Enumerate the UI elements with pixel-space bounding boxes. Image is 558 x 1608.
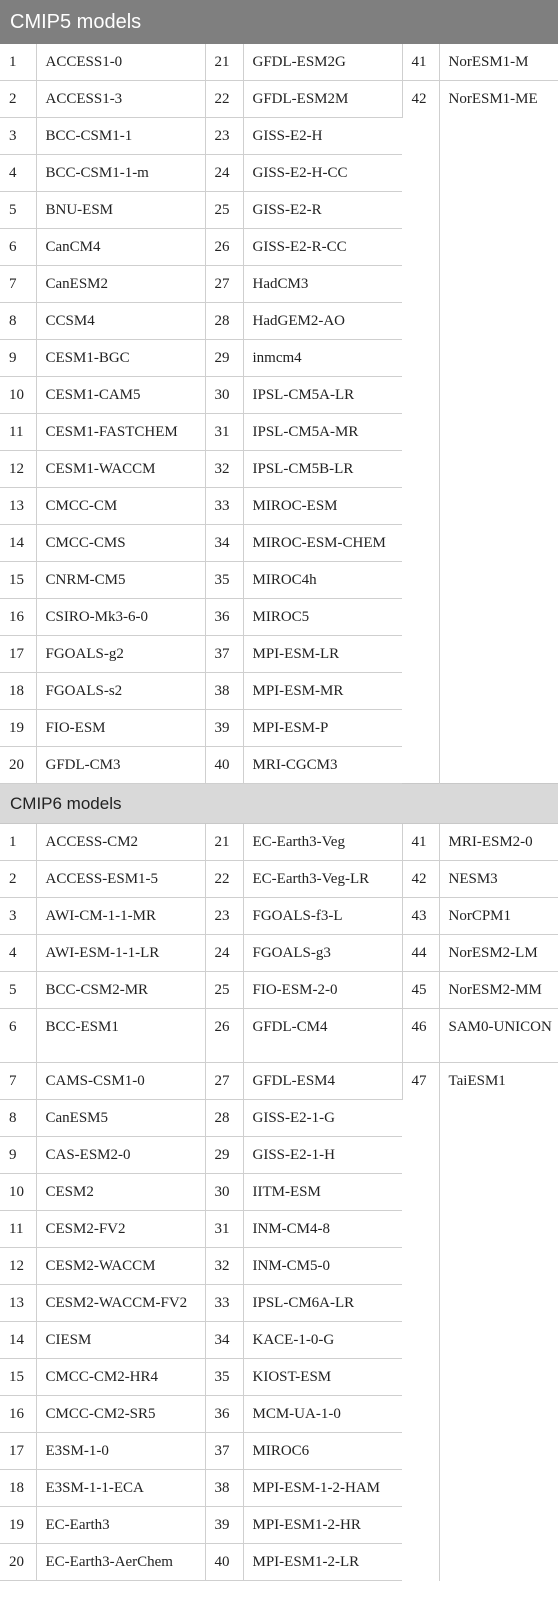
model-number: 40 bbox=[205, 747, 243, 784]
model-name: CESM1-BGC bbox=[36, 340, 205, 377]
model-number: 29 bbox=[205, 340, 243, 377]
model-name: CMCC-CMS bbox=[36, 525, 205, 562]
model-name: IPSL-CM6A-LR bbox=[243, 1285, 402, 1322]
model-name: FIO-ESM bbox=[36, 710, 205, 747]
model-number: 10 bbox=[0, 377, 36, 414]
model-name: GFDL-ESM2G bbox=[243, 44, 402, 81]
table-row bbox=[0, 861, 558, 898]
model-number: 14 bbox=[0, 1322, 36, 1359]
model-number: 7 bbox=[0, 266, 36, 303]
model-name: CESM1-WACCM bbox=[36, 451, 205, 488]
model-number: 22 bbox=[205, 81, 243, 118]
model-name: FGOALS-s2 bbox=[36, 673, 205, 710]
model-name: CESM2 bbox=[36, 1174, 205, 1211]
model-name: BCC-CSM2-MR bbox=[36, 972, 205, 1009]
model-name: CAS-ESM2-0 bbox=[36, 1137, 205, 1174]
model-number: 41 bbox=[402, 824, 439, 861]
model-number: 18 bbox=[0, 673, 36, 710]
model-number: 36 bbox=[205, 599, 243, 636]
model-name: FGOALS-g2 bbox=[36, 636, 205, 673]
model-name: CESM1-CAM5 bbox=[36, 377, 205, 414]
model-number: 20 bbox=[0, 747, 36, 784]
model-number: 41 bbox=[402, 44, 439, 81]
model-name: GISS-E2-H bbox=[243, 118, 402, 155]
model-number: 26 bbox=[205, 1009, 243, 1063]
model-number: 31 bbox=[205, 1211, 243, 1248]
model-number: 16 bbox=[0, 599, 36, 636]
model-number: 4 bbox=[0, 155, 36, 192]
model-number: 33 bbox=[205, 1285, 243, 1322]
model-name: GFDL-CM4 bbox=[243, 1009, 402, 1063]
model-number: 1 bbox=[0, 44, 36, 81]
model-name: CMCC-CM bbox=[36, 488, 205, 525]
model-name: MCM-UA-1-0 bbox=[243, 1396, 402, 1433]
model-name: NESM3 bbox=[439, 861, 558, 898]
model-number: 38 bbox=[205, 1470, 243, 1507]
cmip5-header-row bbox=[0, 0, 558, 44]
model-number: 38 bbox=[205, 673, 243, 710]
model-number: 1 bbox=[0, 824, 36, 861]
model-number: 34 bbox=[205, 525, 243, 562]
model-number: 21 bbox=[205, 44, 243, 81]
model-name: BCC-CSM1-1 bbox=[36, 118, 205, 155]
model-number: 15 bbox=[0, 1359, 36, 1396]
model-name: NorESM1-ME bbox=[448, 91, 538, 107]
model-name: CanESM2 bbox=[36, 266, 205, 303]
model-name: NorESM2-LM bbox=[439, 935, 558, 972]
model-number: 3 bbox=[0, 898, 36, 935]
model-number: 35 bbox=[205, 562, 243, 599]
model-name: GISS-E2-H-CC bbox=[243, 155, 402, 192]
model-number: 19 bbox=[0, 1507, 36, 1544]
model-number: 42 bbox=[402, 81, 439, 784]
model-number: 17 bbox=[0, 636, 36, 673]
model-name: GFDL-ESM4 bbox=[243, 1063, 402, 1100]
model-name: ACCESS1-0 bbox=[36, 44, 205, 81]
model-number: 22 bbox=[205, 861, 243, 898]
model-number: 35 bbox=[205, 1359, 243, 1396]
model-number: 43 bbox=[402, 898, 439, 935]
model-number: 12 bbox=[0, 1248, 36, 1285]
model-number: 30 bbox=[205, 1174, 243, 1211]
model-number: 9 bbox=[0, 340, 36, 377]
model-name: GISS-E2-R-CC bbox=[243, 229, 402, 266]
model-number: 12 bbox=[0, 451, 36, 488]
model-number: 44 bbox=[402, 935, 439, 972]
model-number: 47 bbox=[402, 1063, 439, 1581]
model-name: CESM2-WACCM bbox=[36, 1248, 205, 1285]
model-name: AWI-CM-1-1-MR bbox=[36, 898, 205, 935]
model-name: CCSM4 bbox=[36, 303, 205, 340]
model-number: 9 bbox=[0, 1137, 36, 1174]
model-name: GFDL-CM3 bbox=[36, 747, 205, 784]
model-number: 18 bbox=[0, 1470, 36, 1507]
model-name: EC-Earth3 bbox=[36, 1507, 205, 1544]
model-number: 5 bbox=[0, 192, 36, 229]
model-number: 33 bbox=[205, 488, 243, 525]
model-name: E3SM-1-1-ECA bbox=[36, 1470, 205, 1507]
model-name: MPI-ESM-1-2-HAM bbox=[243, 1470, 402, 1507]
model-name: BCC-ESM1 bbox=[36, 1009, 205, 1063]
model-name: CMCC-CM2-HR4 bbox=[36, 1359, 205, 1396]
model-name: GFDL-ESM2M bbox=[243, 81, 402, 118]
model-number: 6 bbox=[0, 1009, 36, 1063]
table-row bbox=[0, 81, 558, 118]
model-number: 28 bbox=[205, 1100, 243, 1137]
model-number: 20 bbox=[0, 1544, 36, 1581]
model-name: MPI-ESM1-2-LR bbox=[243, 1544, 402, 1581]
model-number: 3 bbox=[0, 118, 36, 155]
model-number: 8 bbox=[0, 1100, 36, 1137]
model-number: 40 bbox=[205, 1544, 243, 1581]
model-name: INM-CM5-0 bbox=[243, 1248, 402, 1285]
model-name: GISS-E2-1-H bbox=[243, 1137, 402, 1174]
model-number: 25 bbox=[205, 972, 243, 1009]
model-name: MIROC5 bbox=[243, 599, 402, 636]
model-name: IPSL-CM5A-MR bbox=[243, 414, 402, 451]
model-number: 39 bbox=[205, 710, 243, 747]
model-number: 42 bbox=[402, 861, 439, 898]
model-number: 19 bbox=[0, 710, 36, 747]
cmip6-header-row bbox=[0, 784, 558, 824]
model-number: 4 bbox=[0, 935, 36, 972]
model-name: INM-CM4-8 bbox=[243, 1211, 402, 1248]
model-name: MIROC-ESM bbox=[243, 488, 402, 525]
model-number: 27 bbox=[205, 1063, 243, 1100]
table-row bbox=[0, 898, 558, 935]
model-name: MIROC-ESM-CHEM bbox=[243, 525, 402, 562]
model-name: BNU-ESM bbox=[36, 192, 205, 229]
model-number: 10 bbox=[0, 1174, 36, 1211]
model-name: MRI-CGCM3 bbox=[243, 747, 402, 784]
model-number: 31 bbox=[205, 414, 243, 451]
model-name: GISS-E2-1-G bbox=[243, 1100, 402, 1137]
model-number: 15 bbox=[0, 562, 36, 599]
model-name: NorESM1-M bbox=[439, 44, 558, 81]
model-number: 46 bbox=[402, 1009, 439, 1063]
cmip6-section-title: CMIP6 models bbox=[0, 784, 558, 824]
model-name: CAMS-CSM1-0 bbox=[36, 1063, 205, 1100]
model-name: IPSL-CM5B-LR bbox=[243, 451, 402, 488]
model-name: CESM1-FASTCHEM bbox=[36, 414, 205, 451]
model-number: 11 bbox=[0, 1211, 36, 1248]
model-number: 36 bbox=[205, 1396, 243, 1433]
model-number: 13 bbox=[0, 488, 36, 525]
model-name: MRI-ESM2-0 bbox=[439, 824, 558, 861]
model-name: TaiESM1 bbox=[448, 1073, 506, 1089]
model-name: FIO-ESM-2-0 bbox=[243, 972, 402, 1009]
model-number: 37 bbox=[205, 1433, 243, 1470]
model-number: 13 bbox=[0, 1285, 36, 1322]
model-number: 27 bbox=[205, 266, 243, 303]
model-name: ACCESS-ESM1-5 bbox=[36, 861, 205, 898]
model-name: E3SM-1-0 bbox=[36, 1433, 205, 1470]
model-name: MPI-ESM-LR bbox=[243, 636, 402, 673]
model-number: 16 bbox=[0, 1396, 36, 1433]
model-number: 23 bbox=[205, 898, 243, 935]
model-number: 24 bbox=[205, 935, 243, 972]
model-name: AWI-ESM-1-1-LR bbox=[36, 935, 205, 972]
model-number: 17 bbox=[0, 1433, 36, 1470]
model-name: KIOST-ESM bbox=[243, 1359, 402, 1396]
model-number: 32 bbox=[205, 451, 243, 488]
model-number: 11 bbox=[0, 414, 36, 451]
table-row bbox=[0, 935, 558, 972]
table-row bbox=[0, 44, 558, 81]
model-name: MPI-ESM-MR bbox=[243, 673, 402, 710]
cmip5-section-title: CMIP5 models bbox=[0, 0, 558, 44]
model-name: MPI-ESM1-2-HR bbox=[243, 1507, 402, 1544]
model-name: CIESM bbox=[36, 1322, 205, 1359]
model-number: 5 bbox=[0, 972, 36, 1009]
model-name: CanESM5 bbox=[36, 1100, 205, 1137]
model-number: 25 bbox=[205, 192, 243, 229]
model-name: CESM2-WACCM-FV2 bbox=[36, 1285, 205, 1322]
model-name: IPSL-CM5A-LR bbox=[243, 377, 402, 414]
model-name: IITM-ESM bbox=[243, 1174, 402, 1211]
model-name: BCC-CSM1-1-m bbox=[36, 155, 205, 192]
model-number: 21 bbox=[205, 824, 243, 861]
model-name: EC-Earth3-AerChem bbox=[36, 1544, 205, 1581]
model-number: 30 bbox=[205, 377, 243, 414]
model-name: MPI-ESM-P bbox=[243, 710, 402, 747]
table-row bbox=[0, 824, 558, 861]
model-number: 45 bbox=[402, 972, 439, 1009]
model-name: HadGEM2-AO bbox=[243, 303, 402, 340]
model-name: HadCM3 bbox=[243, 266, 402, 303]
model-name: FGOALS-f3-L bbox=[243, 898, 402, 935]
model-name: MIROC6 bbox=[243, 1433, 402, 1470]
model-number: 34 bbox=[205, 1322, 243, 1359]
table-row bbox=[0, 1063, 558, 1100]
model-name: CESM2-FV2 bbox=[36, 1211, 205, 1248]
model-name: CanCM4 bbox=[36, 229, 205, 266]
model-name: EC-Earth3-Veg bbox=[243, 824, 402, 861]
model-name: ACCESS-CM2 bbox=[36, 824, 205, 861]
model-name: EC-Earth3-Veg-LR bbox=[243, 861, 402, 898]
model-number: 26 bbox=[205, 229, 243, 266]
model-number: 24 bbox=[205, 155, 243, 192]
model-number: 28 bbox=[205, 303, 243, 340]
model-name: GISS-E2-R bbox=[243, 192, 402, 229]
model-number: 32 bbox=[205, 1248, 243, 1285]
model-number: 29 bbox=[205, 1137, 243, 1174]
model-name: inmcm4 bbox=[243, 340, 402, 377]
table-row bbox=[0, 1009, 558, 1063]
model-name: ACCESS1-3 bbox=[36, 81, 205, 118]
model-name: CNRM-CM5 bbox=[36, 562, 205, 599]
model-number: 37 bbox=[205, 636, 243, 673]
model-name: KACE-1-0-G bbox=[243, 1322, 402, 1359]
model-number: 2 bbox=[0, 81, 36, 118]
model-number: 6 bbox=[0, 229, 36, 266]
model-name: CMCC-CM2-SR5 bbox=[36, 1396, 205, 1433]
model-name: NorCPM1 bbox=[439, 898, 558, 935]
model-number: 2 bbox=[0, 861, 36, 898]
model-number: 8 bbox=[0, 303, 36, 340]
model-number: 7 bbox=[0, 1063, 36, 1100]
model-name: NorESM2-MM bbox=[439, 972, 558, 1009]
model-name: FGOALS-g3 bbox=[243, 935, 402, 972]
model-name: CSIRO-Mk3-6-0 bbox=[36, 599, 205, 636]
model-number: 39 bbox=[205, 1507, 243, 1544]
model-name: SAM0-UNICON bbox=[439, 1009, 558, 1063]
model-number: 23 bbox=[205, 118, 243, 155]
table-row bbox=[0, 972, 558, 1009]
model-number: 14 bbox=[0, 525, 36, 562]
model-name: MIROC4h bbox=[243, 562, 402, 599]
